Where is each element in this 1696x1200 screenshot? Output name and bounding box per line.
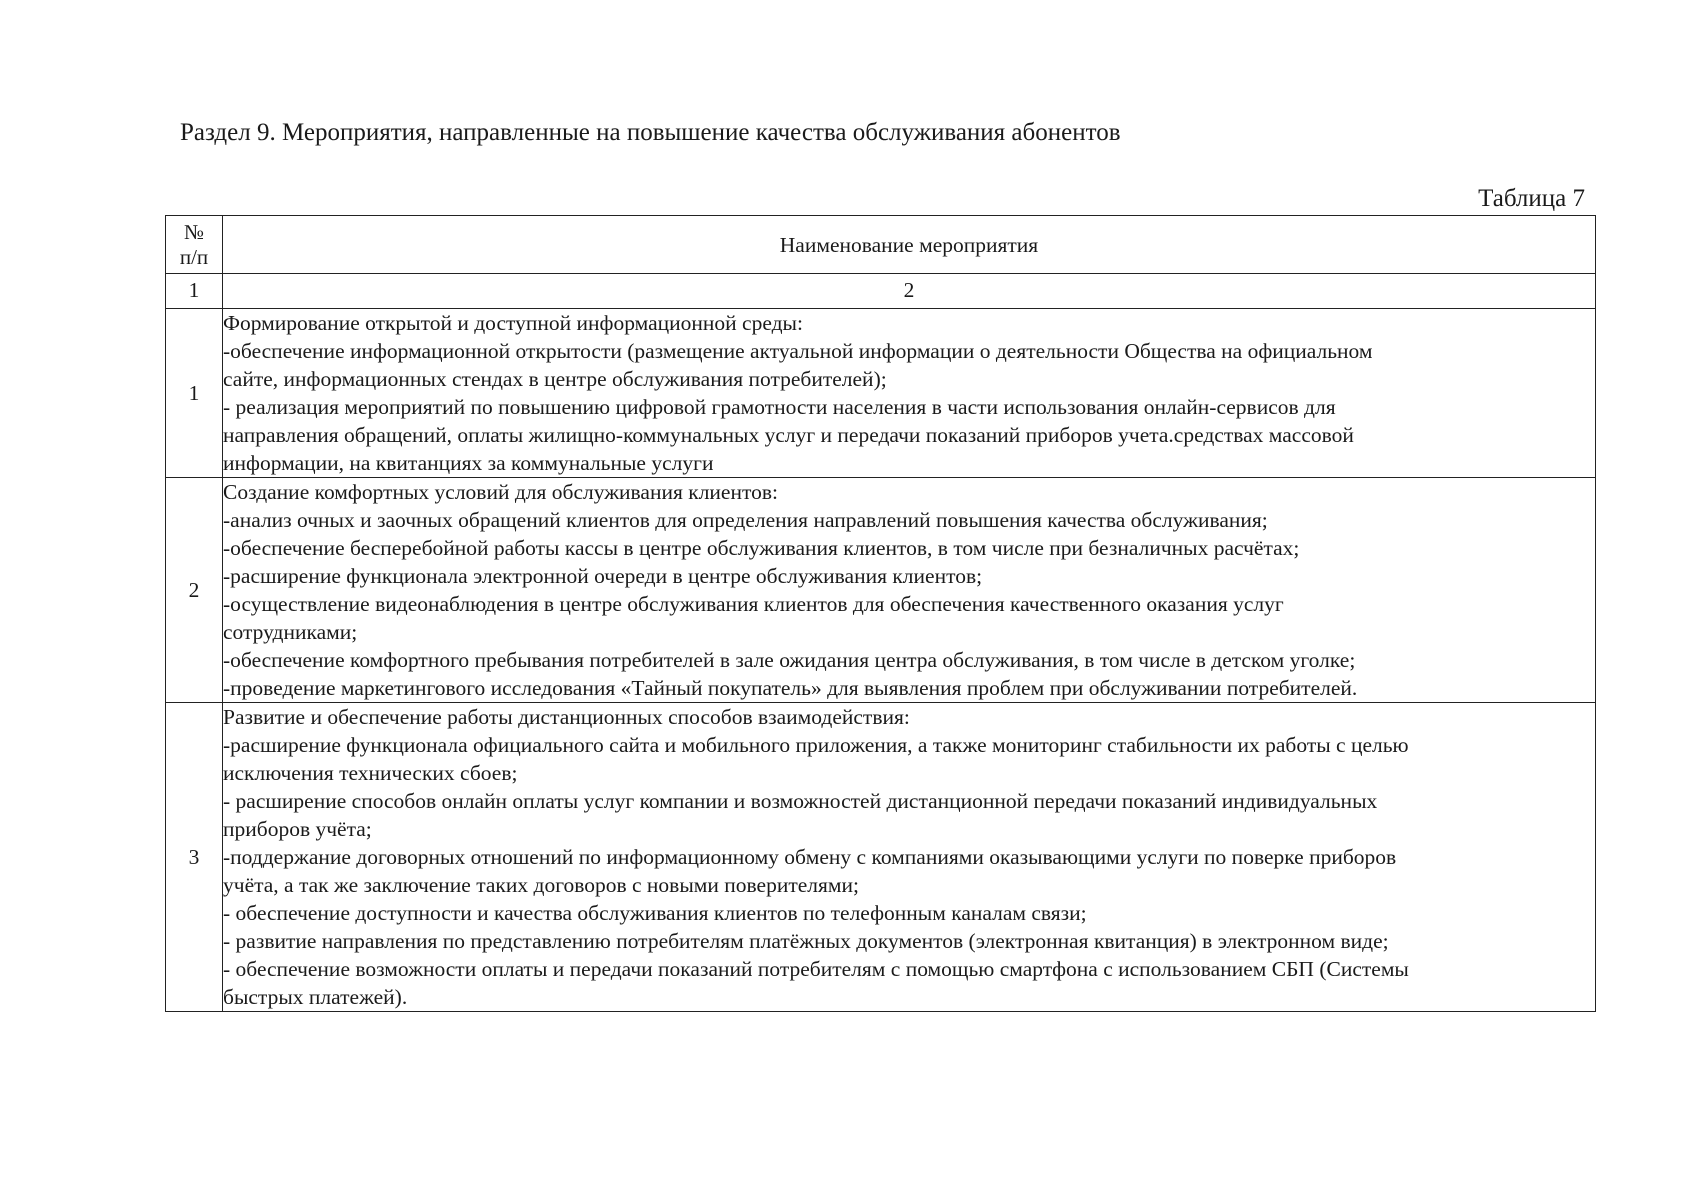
row-description (223, 478, 1596, 703)
row-description (223, 703, 1596, 1012)
column-index-2: 2 (223, 274, 1596, 309)
section-title: Раздел 9. Мероприятия, направленные на повышение качества обслуживания абонентов (180, 119, 1121, 146)
description-line: Развитие и обеспечение работы дистанционных способов взаимодействия: (223, 705, 910, 729)
row-number: 3 (166, 703, 223, 1012)
table-row (166, 309, 1596, 478)
column-index-1: 1 (166, 274, 223, 309)
table-label: Таблица 7 (1478, 185, 1585, 212)
description-line: Формирование открытой и доступной информационной среды: (223, 311, 803, 335)
header-number-sign: № (183, 219, 205, 244)
description-line: -расширение функционала официального сайта и мобильного приложения, а также мониторинг стабильности их работы с целью (223, 733, 1409, 757)
row-number: 2 (166, 478, 223, 703)
table-row (166, 478, 1596, 703)
measures-table (165, 215, 1596, 1012)
description-line: быстрых платежей). (223, 985, 408, 1009)
description-line: - реализация мероприятий по повышению цифровой грамотности населения в части использования онлайн-сервисов для (223, 395, 1336, 419)
description-line: -обеспечение информационной открытости (размещение актуальной информации о деятельности Общества на официальном (223, 339, 1373, 363)
description-line: информации, на квитанциях за коммунальные услуги (223, 451, 714, 475)
description-line: -анализ очных и заочных обращений клиентов для определения направлений повышения качества обслуживания; (223, 508, 1268, 532)
description-line: - расширение способов онлайн оплаты услуг компании и возможностей дистанционной передачи показаний индивидуальных (223, 789, 1378, 813)
header-number-pp: п/п (179, 244, 209, 269)
description-line: -расширение функционала электронной очереди в центре обслуживания клиентов; (223, 564, 983, 588)
header-number (166, 216, 223, 274)
description-line: Создание комфортных условий для обслуживания клиентов: (223, 480, 778, 504)
table-header-row (166, 216, 1596, 274)
description-line: -обеспечение комфортного пребывания потребителей в зале ожидания центра обслуживания, в том числе в детском уголке; (223, 648, 1356, 672)
description-line: учёта, а так же заключение таких договоров с новыми поверителями; (223, 873, 859, 897)
header-name: Наименование мероприятия (223, 216, 1596, 274)
description-line: - обеспечение возможности оплаты и передачи показаний потребителям с помощью смартфона с использованием СБП (Системы (223, 957, 1409, 981)
description-line: -обеспечение бесперебойной работы кассы в центре обслуживания клиентов, в том числе при безналичных расчётах; (223, 536, 1300, 560)
table-row (166, 703, 1596, 1012)
description-line: сайте, информационных стендах в центре обслуживания потребителей); (223, 367, 887, 391)
description-line: приборов учёта; (223, 817, 372, 841)
description-line: -поддержание договорных отношений по информационному обмену с компаниями оказывающими услуги по поверке приборов (223, 845, 1397, 869)
description-line: -проведение маркетингового исследования «Тайный покупатель» для выявления проблем при обслуживании потребителей. (223, 676, 1358, 700)
description-line: - обеспечение доступности и качества обслуживания клиентов по телефонным каналам связи; (223, 901, 1087, 925)
description-line: - развитие направления по представлению потребителям платёжных документов (электронная квитанция) в электронном виде; (223, 929, 1389, 953)
description-line: сотрудниками; (223, 620, 358, 644)
description-line: исключения технических сбоев; (223, 761, 518, 785)
row-description (223, 309, 1596, 478)
description-line: направления обращений, оплаты жилищно-коммунальных услуг и передачи показаний приборов учета.средствах массовой (223, 423, 1354, 447)
row-number: 1 (166, 309, 223, 478)
column-index-row (166, 274, 1596, 309)
description-line: -осуществление видеонаблюдения в центре обслуживания клиентов для обеспечения качественного оказания услуг (223, 592, 1284, 616)
